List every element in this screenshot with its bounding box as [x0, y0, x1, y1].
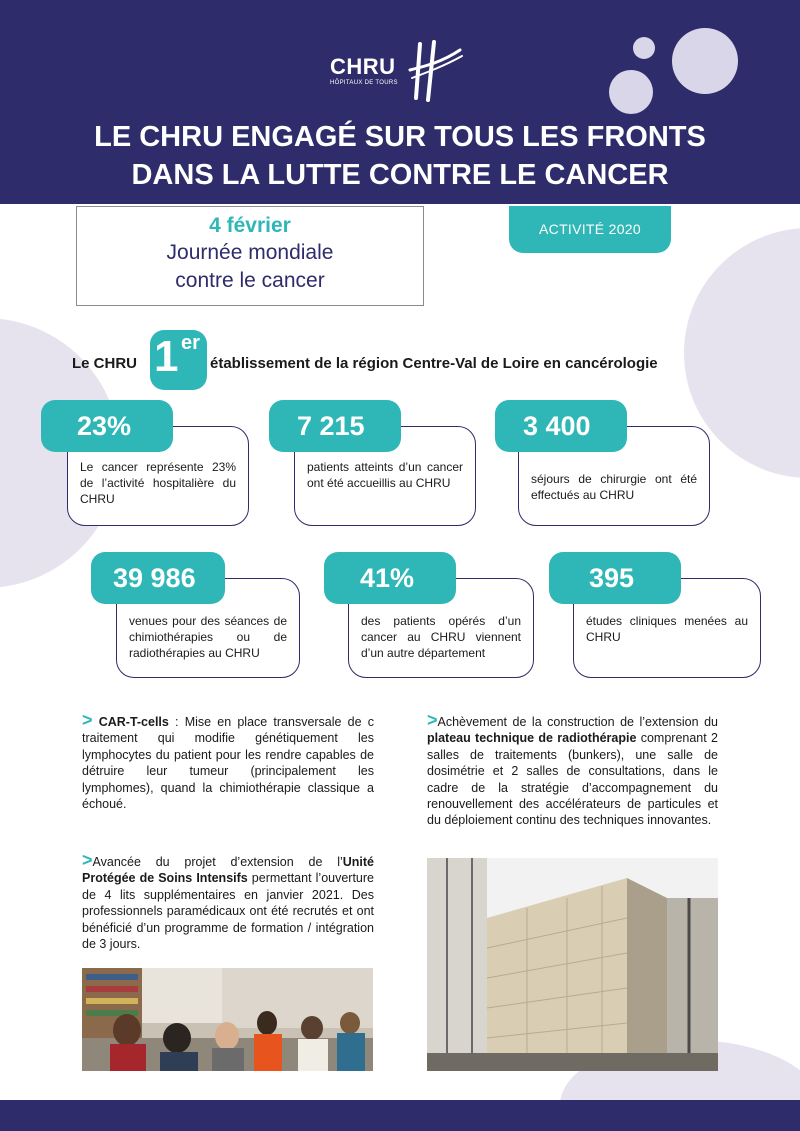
ranking-suffix: établissement de la région Centre-Val de Loire en cancérologie	[210, 355, 658, 372]
page-title	[0, 118, 800, 194]
stat-value-cancer-share: 23%	[41, 400, 173, 452]
ranking-badge	[150, 330, 207, 390]
stat-text: séjours de chirurgie ont été effectués au CHRU	[531, 472, 697, 502]
arrow-bullet-icon: >	[82, 710, 93, 730]
stat-text: venues pour des séances de chimiothérapies ou de radiothérapies au CHRU	[129, 614, 287, 660]
title-line-2: DANS LA LUTTE CONTRE LE CANCER	[131, 159, 669, 191]
paragraph-text: : Mise en place transversale de c traitement qui modifie génétiquement les lymphocytes du patient pour les rendre capables de détruire leur tumeur (principalement les lymphomes), quand la chimiothérapie classique a échoué.	[82, 715, 374, 812]
ranking-number: 1	[154, 332, 179, 381]
arrow-bullet-icon: >	[82, 850, 93, 870]
ranking-superscript: er	[181, 332, 200, 354]
decorative-bubble-small	[633, 37, 655, 59]
decorative-bubble-medium	[609, 70, 653, 114]
event-name-line-2: contre le cancer	[175, 269, 325, 292]
logo-subtitle: HÔPITAUX DE TOURS	[330, 80, 398, 86]
title-line-1: LE CHRU ENGAGÉ SUR TOUS LES FRONTS	[94, 121, 706, 153]
paragraph-bold: Unité Protégée de Soins Intensifs	[82, 855, 374, 886]
footer-band	[0, 1100, 800, 1131]
arrow-bullet-icon: >	[427, 710, 438, 730]
paragraph-car-t-cells	[82, 712, 374, 812]
header-banner	[0, 0, 800, 204]
event-name-line-1: Journée mondiale	[166, 241, 334, 264]
stat-text: études cliniques menées au CHRU	[586, 614, 748, 644]
logo-text: CHRU	[330, 54, 396, 79]
paragraph-radiotherapy	[427, 712, 718, 829]
ranking-prefix: Le CHRU	[72, 355, 138, 372]
paragraph-text: Avancée du projet d’extension de l’	[92, 855, 343, 869]
stat-text: des patients opérés d’un cancer au CHRU viennent d’un autre département	[361, 614, 521, 660]
photo-radiotherapy-building	[427, 858, 718, 1071]
stat-value-sessions: 39 986	[91, 552, 225, 604]
paragraph-text: Achèvement de la construction de l’extension du	[437, 715, 718, 729]
paragraph-bold: plateau technique de radiothérapie	[427, 731, 637, 746]
paragraph-bold: CAR-T-cells	[98, 715, 169, 729]
paragraph-text: permettant l’ouverture de 4 lits supplémentaires en janvier 2021. Des professionnels paramédicaux ont été recrutés et ont bénéficié d’un programme de formation / intégration de 3 jours.	[82, 871, 374, 952]
training-room-illustration	[82, 968, 373, 1071]
event-date: 4 février	[209, 214, 291, 237]
chru-logo	[330, 40, 470, 100]
stat-value-patients: 7 215	[269, 400, 401, 452]
ranking-statement	[72, 330, 752, 400]
stat-text: Le cancer représente 23% de l’activité hospitalière du CHRU	[80, 460, 236, 506]
photo-training-session	[82, 968, 373, 1071]
building-illustration	[427, 858, 718, 1071]
logo-h-mark-icon	[408, 40, 468, 102]
paragraph-intensive-care	[82, 852, 374, 952]
paragraph-text: comprenant 2 salles de traitements (bunkers), une salle de dosimétrie et 2 salles de consultations, dans le cadre de la stratégie d’accompagnement du renouvellement des accélérateurs de particules et du déploiement continu des techniques innovantes.	[427, 731, 718, 828]
stat-text: patients atteints d’un cancer ont été accueillis au CHRU	[307, 460, 463, 490]
stat-value-surgery-stays: 3 400	[495, 400, 627, 452]
activity-year-tab: ACTIVITÉ 2020	[509, 206, 671, 253]
decorative-bubble-large	[672, 28, 738, 94]
stat-value-out-of-region: 41%	[324, 552, 456, 604]
stat-value-clinical-studies: 395	[549, 552, 681, 604]
world-cancer-day-box	[76, 206, 424, 306]
